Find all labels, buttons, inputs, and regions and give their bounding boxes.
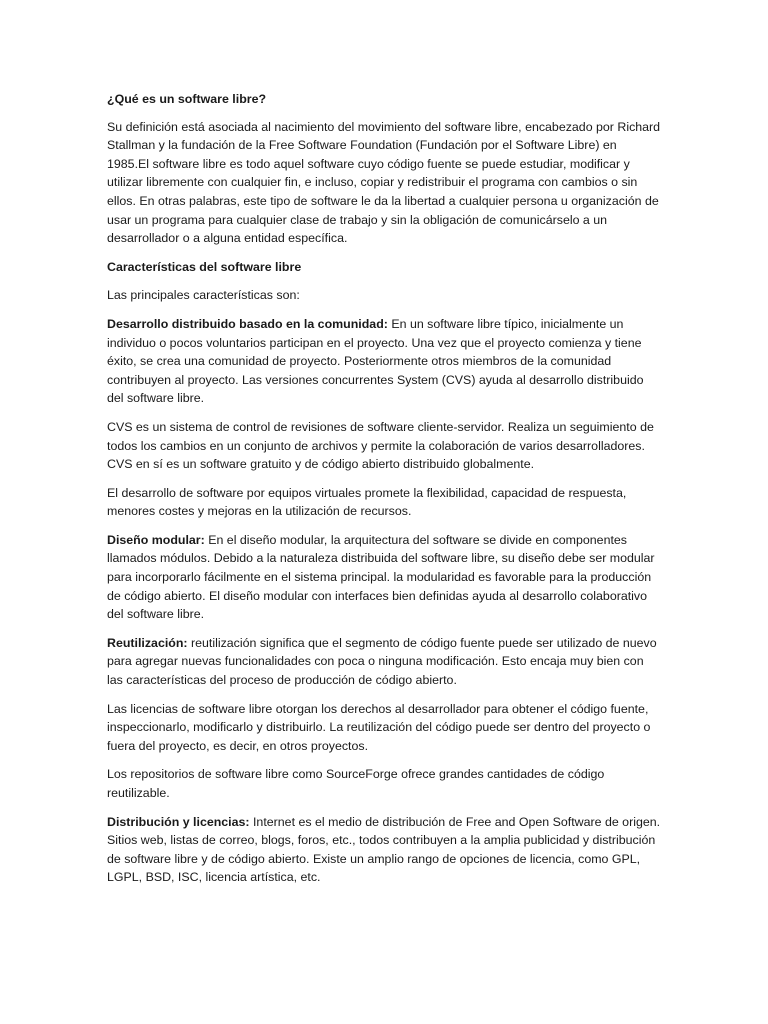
document-body xyxy=(107,90,662,897)
licencias-paragraph: Las licencias de software libre otorgan los derechos al desarrollador para obtener el código fuente, inspeccionarlo, modificarlo y distribuirlo. La reutilización del código puede ser dentro del proyecto o fuera del proyecto, es decir, en otros proyectos. xyxy=(107,701,651,753)
section-intro: Las principales características son: xyxy=(107,288,300,303)
desarrollo-paragraph xyxy=(107,315,662,408)
distribucion-lead: Distribución y licencias: xyxy=(107,814,250,829)
diseno-text: En el diseño modular, la arquitectura del software se divide en componentes llamados módulos. Debido a la naturaleza distribuida del software libre, su diseño debe ser modular para incorporarlo fácilmente en el sistema principal. la modularidad es favorable para la producción de código abierto. El diseño modular con interfaces bien definidas ayuda al desarrollo colaborativo del software libre. xyxy=(107,532,655,622)
section-heading: Características del software libre xyxy=(107,259,302,274)
distribucion-text: Internet es el medio de distribución de Free and Open Software de origen. Sitios web, listas de correo, blogs, foros, etc., todos contribuyen a la amplia publicidad y distribución de software libre y de código abierto. Existe un amplio rango de opciones de licencia, como GPL, LGPL, BSD, ISC, licencia artística, etc. xyxy=(107,814,661,885)
reutilizacion-lead: Reutilización: xyxy=(107,635,188,650)
reutilizacion-paragraph xyxy=(107,634,662,690)
reutilizacion-text: reutilización significa que el segmento de código fuente puede ser utilizado de nuevo para agregar nuevas funcionalidades con poca o ninguna modificación. Esto encaja muy bien con las características del proceso de producción de código abierto. xyxy=(107,635,657,688)
cvs-paragraph: CVS es un sistema de control de revisiones de software cliente-servidor. Realiza un seguimiento de todos los cambios en un conjunto de archivos y permite la colaboración de varios desarrolladores. CVS en sí es un software gratuito y de código abierto distribuido globalmente. xyxy=(107,419,654,472)
distribucion-paragraph xyxy=(107,813,662,887)
intro-paragraph: Su definición está asociada al nacimiento del movimiento del software libre, encabezado por Richard Stallman y la fundación de la Free Software Foundation (Fundación por el Software Libre) en 1985.El software libre es todo aquel software cuyo código fuente se puede estudiar, modificar y utilizar libremente con cualquier fin, e incluso, copiar y redistribuir el programa con cambios o sin ellos. En otras palabras, este tipo de software le da la libertad a cualquier persona u organización de usar un programa para cualquier clase de trabajo y sin la obligación de comunicárselo a un desarrollador o a alguna entidad específica. xyxy=(107,119,661,246)
desarrollo-lead: Desarrollo distribuido basado en la comunidad: xyxy=(107,316,388,331)
virtual-teams-paragraph: El desarrollo de software por equipos virtuales promete la flexibilidad, capacidad de respuesta, menores costes y mejoras en la utilización de recursos. xyxy=(107,485,627,519)
document-title: ¿Qué es un software libre? xyxy=(107,92,267,106)
diseno-paragraph xyxy=(107,531,662,624)
repositorios-paragraph: Los repositorios de software libre como SourceForge ofrece grandes cantidades de código reutilizable. xyxy=(107,767,605,800)
desarrollo-text: En un software libre típico, inicialmente un individuo o pocos voluntarios participan en el proyecto. Una vez que el proyecto comienza y tiene éxito, se crea una comunidad de proyecto. Posteriormente otros miembros de la comunidad contribuyen al proyecto. Las versiones concurrentes System (CVS) ayuda al desarrollo distribuido del software libre. xyxy=(107,316,644,406)
diseno-lead: Diseño modular: xyxy=(107,532,205,547)
